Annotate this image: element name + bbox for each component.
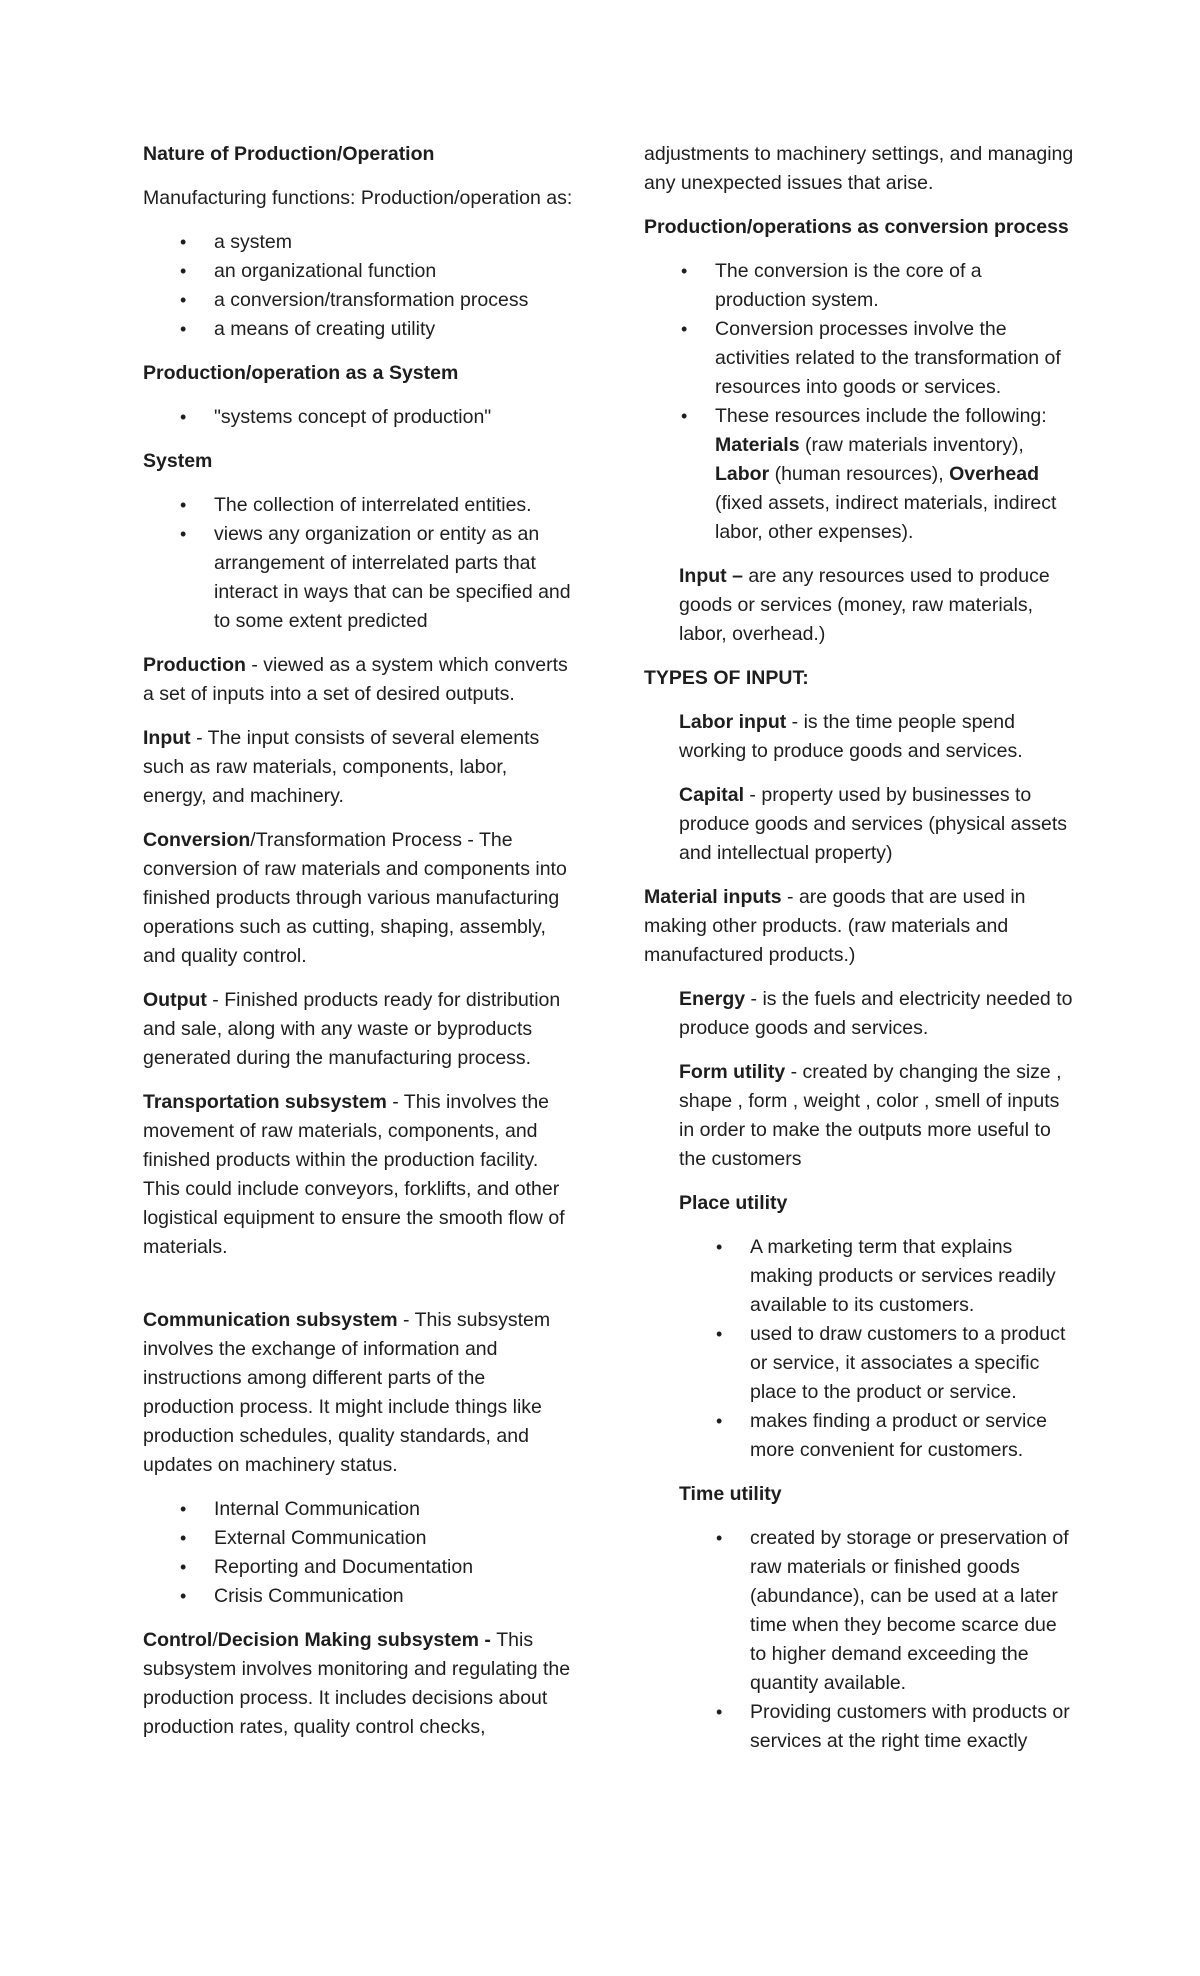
output-paragraph: Output - Finished products ready for distribution and sale, along with any waste or byproducts generated during the manufacturing process. — [143, 989, 561, 1069]
list-item: • "systems concept of production" — [143, 403, 575, 432]
list-item: • Conversion processes involve the activities related to the transformation of resources into goods or services. — [644, 315, 1074, 402]
intro-text: Manufacturing functions: Production/operation as: — [143, 187, 573, 209]
system-list — [143, 403, 575, 432]
place-utility-heading: Place utility — [679, 1192, 788, 1214]
intro-list — [143, 228, 575, 344]
page-title: Nature of Production/Operation — [143, 143, 435, 165]
control-paragraph: Control/Decision Making subsystem - This subsystem involves monitoring and regulating the production process. It includes decisions about production rates, quality control checks, — [143, 1629, 571, 1738]
spacer — [143, 1277, 575, 1306]
conversion-paragraph: Conversion/Transformation Process - The conversion of raw materials and components into finished products through various manufacturing operations such as cutting, shaping, assembly, and quality control. — [143, 829, 567, 967]
list-item: • Crisis Communication — [143, 1582, 575, 1611]
left-column — [143, 140, 575, 1757]
list-item: • used to draw customers to a product or service, it associates a specific place to the product or service. — [679, 1320, 1074, 1407]
term: Material inputs — [644, 886, 782, 908]
capital-paragraph: Capital - property used by businesses to produce goods and services (physical assets and intellectual property) — [679, 784, 1068, 864]
communication-paragraph: Communication subsystem - This subsystem involves the exchange of information and instructions among different parts of the production process. It might include things like production schedules, quality standards, and updates on machinery status. — [143, 1309, 551, 1476]
list-item: • a means of creating utility — [143, 315, 575, 344]
term: Production — [143, 654, 246, 676]
list-item: • makes finding a product or service more convenient for customers. — [679, 1407, 1074, 1465]
input-paragraph: Input – are any resources used to produce goods or services (money, raw materials, labor, overhead.) — [679, 565, 1050, 645]
list-item: • views any organization or entity as an arrangement of interrelated parts that interact in ways that can be specified and to some extent predicted — [143, 520, 575, 636]
term: Output — [143, 989, 207, 1011]
term: Communication subsystem — [143, 1309, 398, 1331]
list-item: • The collection of interrelated entities. — [143, 491, 575, 520]
right-column — [644, 140, 1074, 1771]
time-utility-heading: Time utility — [679, 1483, 782, 1505]
list-item: • Internal Communication — [143, 1495, 575, 1524]
transportation-paragraph: Transportation subsystem - This involves the movement of raw materials, components, and finished products within the production facility. This could include conveyors, forklifts, and other logistical equipment to ensure the smooth flow of materials. — [143, 1091, 565, 1258]
conversion-heading: Production/operations as conversion process — [644, 216, 1069, 238]
labor-input-paragraph: Labor input - is the time people spend working to produce goods and services. — [679, 711, 1023, 762]
term: Control — [143, 1629, 213, 1651]
energy-paragraph: Energy - is the fuels and electricity needed to produce goods and services. — [679, 988, 1073, 1039]
material-inputs-paragraph: Material inputs - are goods that are used in making other products. (raw materials and manufactured products.) — [644, 886, 1026, 966]
term: Transportation subsystem — [143, 1091, 387, 1113]
list-item: • created by storage or preservation of raw materials or finished goods (abundance), can be used at a later time when they become scarce due to higher demand exceeding the quantity available. — [679, 1524, 1074, 1698]
list-item: • External Communication — [143, 1524, 575, 1553]
production-paragraph: Production - viewed as a system which converts a set of inputs into a set of desired outputs. — [143, 654, 568, 705]
list-item: • The conversion is the core of a production system. — [644, 257, 1074, 315]
term: Form utility — [679, 1061, 786, 1083]
form-utility-paragraph: Form utility - created by changing the size , shape , form , weight , color , smell of inputs in order to make the outputs more useful to the customers — [679, 1061, 1062, 1170]
list-item: • Providing customers with products or services at the right time exactly — [679, 1698, 1074, 1756]
term: Conversion — [143, 829, 251, 851]
input-paragraph: Input - The input consists of several elements such as raw materials, components, labor, energy, and machinery. — [143, 727, 540, 807]
communication-list — [143, 1495, 575, 1611]
types-heading: TYPES OF INPUT: — [644, 667, 809, 689]
continuation-text: adjustments to machinery settings, and managing any unexpected issues that arise. — [644, 143, 1074, 194]
term: Labor input — [679, 711, 787, 733]
system-heading: Production/operation as a System — [143, 362, 459, 384]
list-item: • Reporting and Documentation — [143, 1553, 575, 1582]
list-item: • a conversion/transformation process — [143, 286, 575, 315]
conversion-list — [644, 257, 1074, 547]
term: Input — [143, 727, 191, 749]
list-item: • an organizational function — [143, 257, 575, 286]
list-item: • a system — [143, 228, 575, 257]
term: Input – — [679, 565, 743, 587]
term: Decision Making subsystem — [217, 1629, 479, 1651]
term: Capital — [679, 784, 745, 806]
system-label: System — [143, 450, 213, 472]
time-utility-list — [679, 1524, 1074, 1756]
place-utility-list — [679, 1233, 1074, 1465]
list-item: • A marketing term that explains making products or services readily available to its customers. — [679, 1233, 1074, 1320]
system-def-list — [143, 491, 575, 636]
term: Energy — [679, 988, 746, 1010]
list-item: • These resources include the following: Materials (raw materials inventory), Labor (human resources), Overhead (fixed assets, indirect materials, indirect labor, other expenses). — [644, 402, 1074, 547]
